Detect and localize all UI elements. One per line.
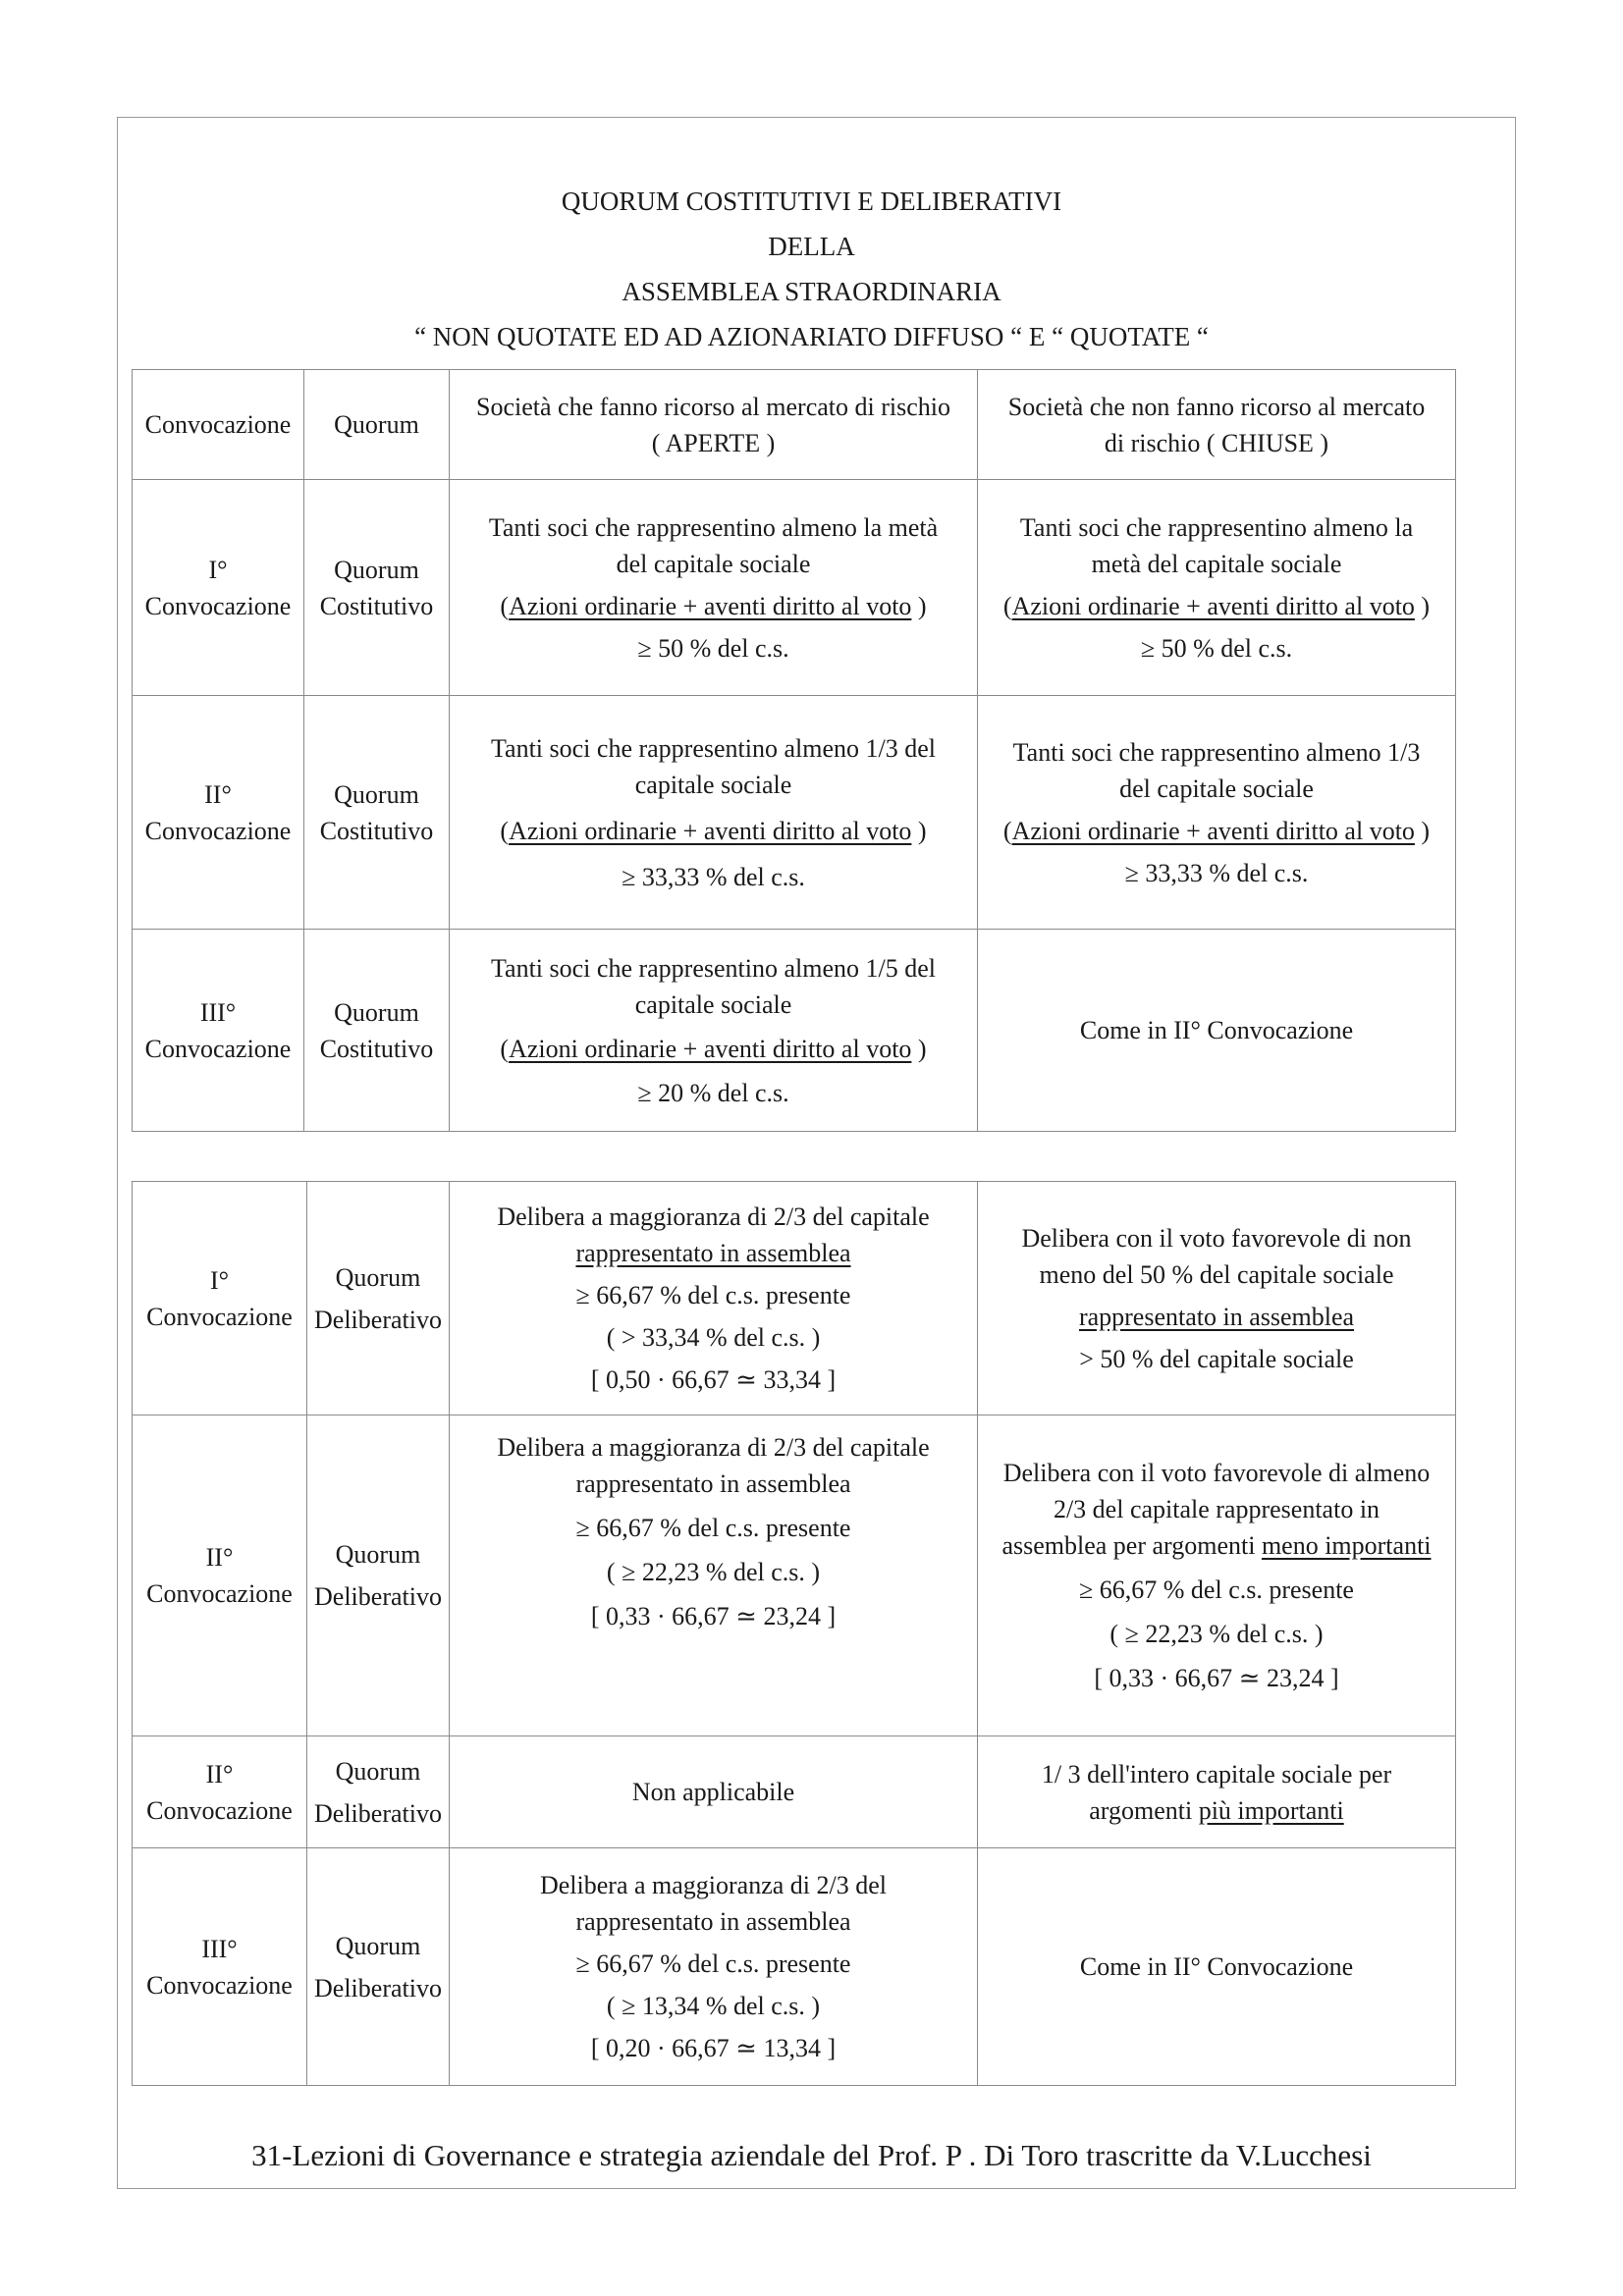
table-row [133,1736,1456,1848]
chiuse-cell [978,930,1456,1132]
aperte-cell [450,930,978,1132]
formula-text: [ 0,33 · 66,67 ≃ 23,24 ] [590,1602,837,1630]
azioni-note: (Azioni ordinarie + aventi diritto al voto ) [1002,816,1431,845]
table-row [133,1415,1456,1736]
quorum-label: Quorum [335,1756,421,1786]
quorum-label: Quorum [335,1540,421,1569]
convocazione-number: I° [209,1265,230,1295]
azioni-text: Azioni ordinarie + aventi diritto al voto [1011,591,1415,620]
chiuse-cell [978,1848,1456,2086]
quorum-type: Costitutivo [319,816,434,845]
title-line-3: ASSEMBLEA STRAORDINARIA [622,277,1001,306]
rule-text: Tanti soci che rappresentino almeno 1/5 del [490,953,937,983]
threshold-text: ( > 33,34 % del c.s. ) [606,1323,821,1352]
rule-emphasis: meno importanti [1261,1531,1432,1560]
convocazione-cell [133,696,304,930]
header-aperte [450,370,978,480]
table-row [133,696,1456,930]
quorum-type: Deliberativo [314,1582,442,1611]
convocazione-cell [133,1415,307,1736]
header-chiuse-line: Società che non fanno ricorso al mercato [1007,392,1426,421]
threshold-text: ( ≥ 22,23 % del c.s. ) [606,1558,821,1586]
azioni-note: (Azioni ordinarie + aventi diritto al voto ) [500,591,927,620]
quorum-cell [304,480,450,696]
quorum-cell [307,1182,450,1415]
rule-text: Tanti soci che rappresentino almeno 1/3 [1012,737,1421,767]
convocazione-label: Convocazione [146,1970,293,2000]
threshold-text: ≥ 66,67 % del c.s. presente [575,1514,851,1542]
rule-text: metà del capitale sociale [1091,549,1342,578]
rule-text: Tanti soci che rappresentino almeno 1/3 del [490,733,937,763]
threshold-text: ( ≥ 22,23 % del c.s. ) [1109,1620,1324,1648]
aperte-cell [450,1415,978,1736]
aperte-cell [450,1182,978,1415]
convocazione-cell [133,1736,307,1848]
convocazione-label: Convocazione [144,591,292,620]
convocazione-cell [133,480,304,696]
costitutivi-table [132,369,1456,1132]
chiuse-cell [978,1182,1456,1415]
aperte-cell [450,1736,978,1848]
aperte-cell [450,696,978,930]
rule-text: del capitale sociale [616,549,811,578]
azioni-text: Azioni ordinarie + aventi diritto al voto [509,591,912,620]
header-chiuse-line: di rischio ( CHIUSE ) [1104,428,1329,457]
azioni-note: (Azioni ordinarie + aventi diritto al voto ) [500,816,927,845]
rule-text: Come in II° Convocazione [1079,1016,1354,1044]
rule-text: Delibera con il voto favorevole di non [1021,1223,1412,1253]
convocazione-label: Convocazione [144,816,292,845]
rule-text: rappresentato in assemblea [575,1907,851,1936]
title-line-4: “ NON QUOTATE ED AD AZIONARIATO DIFFUSO “ E “ QUOTATE “ [414,322,1209,351]
aperte-cell [450,480,978,696]
chiuse-cell [978,1736,1456,1848]
quorum-type: Deliberativo [314,1973,442,2002]
formula-text: [ 0,50 · 66,67 ≃ 33,34 ] [590,1365,837,1394]
azioni-text: Azioni ordinarie + aventi diritto al voto [509,1034,912,1063]
quorum-cell [304,696,450,930]
convocazione-cell [133,1848,307,2086]
convocazione-label: Convocazione [146,1795,293,1825]
azioni-note: (Azioni ordinarie + aventi diritto al voto ) [1002,591,1431,620]
rule-text: Delibera a maggioranza di 2/3 del [539,1871,888,1899]
aperte-cell [450,1848,978,2086]
rule-text: Delibera a maggioranza di 2/3 del capitale [497,1433,930,1462]
quorum-cell [307,1736,450,1848]
title-line-1: QUORUM COSTITUTIVI E DELIBERATIVI [561,187,1062,216]
header-aperte-line: ( APERTE ) [651,428,776,457]
quorum-type: Deliberativo [314,1305,442,1334]
azioni-text: Azioni ordinarie + aventi diritto al voto [509,816,912,845]
threshold-text: ≥ 33,33 % del c.s. [1124,858,1309,887]
rule-text: meno del 50 % del capitale sociale [1039,1259,1394,1289]
threshold-text: ≥ 66,67 % del c.s. presente [575,1281,851,1309]
chiuse-cell [978,1415,1456,1736]
chiuse-cell [978,480,1456,696]
table-row [133,480,1456,696]
rule-text [984,1792,1449,1829]
table-row [133,930,1456,1132]
convocazione-number: III° [201,1934,238,1963]
convocazione-number: II° [205,1543,234,1572]
table-row [133,1848,1456,2086]
table-row [133,1182,1456,1415]
chiuse-cell [978,696,1456,930]
title-line-2: DELLA [768,232,855,261]
convocazione-label: Convocazione [146,1579,293,1608]
page-footer: 31-Lezioni di Governance e strategia aziendale del Prof. P . Di Toro trascritte da V.Lucchesi [251,2138,1372,2172]
convocazione-number: II° [204,779,232,809]
rule-text [984,1527,1449,1564]
convocazione-number: II° [205,1759,234,1789]
rule-text: Delibera con il voto favorevole di almeno [1002,1459,1431,1487]
threshold-text: ≥ 50 % del c.s. [637,633,789,663]
azioni-text: Azioni ordinarie + aventi diritto al voto [1011,816,1415,845]
rule-text: Tanti soci che rappresentino almeno la metà [488,512,939,542]
azioni-note: (Azioni ordinarie + aventi diritto al voto ) [500,1034,927,1063]
rule-text: Come in II° Convocazione [1079,1952,1354,1981]
rule-text: Tanti soci che rappresentino almeno la [1019,512,1414,542]
quorum-type: Deliberativo [314,1798,442,1828]
rule-text-part: assemblea per argomenti [1001,1531,1256,1560]
convocazione-cell [133,1182,307,1415]
document-title [0,179,1623,359]
table-header-row [133,370,1456,480]
threshold-text: ≥ 66,67 % del c.s. presente [575,1949,851,1978]
rule-text: 2/3 del capitale rappresentato in [1053,1495,1380,1523]
quorum-label: Quorum [334,555,419,584]
deliberativi-table [132,1181,1456,2086]
rule-text-part: argomenti [1089,1795,1193,1825]
rule-text: rappresentato in assemblea [575,1469,851,1498]
quorum-type: Costitutivo [319,591,434,620]
threshold-text: ( ≥ 13,34 % del c.s. ) [606,1992,821,2020]
threshold-text: ≥ 20 % del c.s. [637,1078,789,1107]
rule-text: capitale sociale [634,770,792,799]
convocazione-number: I° [208,555,228,584]
quorum-cell [304,930,450,1132]
rule-text: 1/ 3 dell'intero capitale sociale per [1041,1759,1392,1789]
header-aperte-line: Società che fanno ricorso al mercato di rischio [476,392,950,421]
quorum-label: Quorum [335,1262,421,1292]
convocazione-cell [133,930,304,1132]
convocazione-label: Convocazione [146,1302,293,1331]
rule-text: rappresentato in assemblea [1078,1302,1355,1331]
rule-text: capitale sociale [634,989,792,1019]
formula-text: [ 0,20 · 66,67 ≃ 13,34 ] [590,2034,837,2062]
rule-emphasis: più importanti [1198,1795,1344,1825]
quorum-label: Quorum [334,779,419,809]
rule-text: rappresentato in assemblea [575,1239,851,1267]
quorum-cell [307,1415,450,1736]
rule-text: Delibera a maggioranza di 2/3 del capitale [497,1202,930,1231]
threshold-text: ≥ 33,33 % del c.s. [622,862,805,891]
formula-text: [ 0,33 · 66,67 ≃ 23,24 ] [1094,1664,1339,1692]
header-convocazione: Convocazione [133,370,304,480]
quorum-cell [307,1848,450,2086]
threshold-text: > 50 % del capitale sociale [1079,1344,1354,1373]
threshold-text: ≥ 66,67 % del c.s. presente [1079,1575,1354,1604]
quorum-label: Quorum [335,1931,421,1960]
quorum-type: Costitutivo [319,1034,434,1063]
header-chiuse [978,370,1456,480]
threshold-text: ≥ 50 % del c.s. [1140,633,1293,663]
convocazione-number: III° [199,997,237,1027]
header-quorum: Quorum [304,370,450,480]
convocazione-label: Convocazione [144,1034,292,1063]
quorum-label: Quorum [334,997,419,1027]
rule-text: del capitale sociale [1119,774,1314,803]
rule-text: Non applicabile [631,1778,795,1806]
